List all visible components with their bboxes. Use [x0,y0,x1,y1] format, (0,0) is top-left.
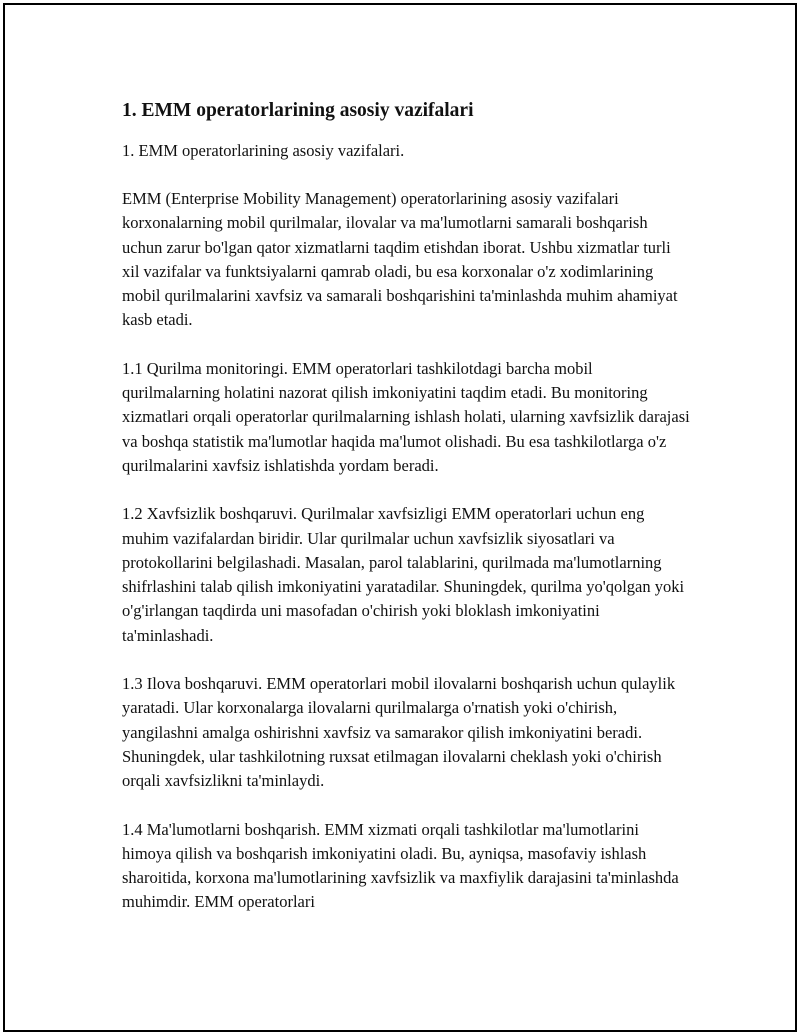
paragraph-device-monitoring: 1.1 Qurilma monitoringi. EMM operatorlari tashkilotdagi barcha mobil qurilmalarning holatini nazorat qilish imkoniyatini taqdim etadi. Bu monitoring xizmatlari orqali operatorlar qurilmalarning ishlash holati, ularning xavfsizlik darajasi va boshqa statistik ma'lumotlar haqida ma'lumot olishadi. Bu esa tashkilotlarga o'z qurilmalarini xavfsiz ishlatishda yordam beradi. [122,358,690,475]
document-title: 1. EMM operatorlarining asosiy vazifalari [122,100,474,121]
paragraph-intro: EMM (Enterprise Mobility Management) operatorlarining asosiy vazifalari korxonalarning mobil qurilmalar, ilovalar va ma'lumotlarni samarali boshqarish uchun zarur bo'lgan qator xizmatlarni taqdim etishdan iborat. Ushbu xizmatlar turli xil vazifalar va funktsiyalarni qamrab oladi, bu esa korxonalar o'z xodimlarining mobil qurilmalarini xavfsiz va samarali boshqarishini ta'minlashda muhim ahamiyat kasb etadi. [122,189,678,330]
document-body [122,95,692,915]
paragraph-security-management: 1.2 Xavfsizlik boshqaruvi. Qurilmalar xavfsizligi EMM operatorlari uchun eng muhim vazifalardan biridir. Ular qurilmalar uchun xavfsizlik siyosatlari va protokollarini belgilashadi. Masalan, parol talablarini, qurilmada ma'lumotlarning shifrlashini talab qilish imkoniyatini yaratadilar. Shuningdek, qurilma yo'qolgan yoki o'g'irlangan taqdirda uni masofadan o'chirish yoki bloklash imkoniyatini ta'minlashadi. [122,504,685,645]
page-frame [3,3,797,1032]
paragraph-data-management: 1.4 Ma'lumotlarni boshqarish. EMM xizmati orqali tashkilotlar ma'lumotlarini himoya qilish va boshqarish imkoniyatini oladi. Bu, ayniqsa, masofaviy ishlash sharoitida, korxona ma'lumotlarining xavfsizlik va maxfiylik darajasini ta'minlashda muhimdir. EMM operatorlari [122,819,679,912]
paragraph-app-management: 1.3 Ilova boshqaruvi. EMM operatorlari mobil ilovalarni boshqarish uchun qulaylik yaratadi. Ular korxonalarga ilovalarni qurilmalarga o'rnatish yoki o'chirish, yangilashni amalga oshirishni xavfsiz va samarakor qilish imkoniyatini beradi. Shuningdek, ular tashkilotning ruxsat etilmagan ilovalarni cheklash yoki o'chirish orqali xavfsizlikni ta'minlaydi. [122,674,676,791]
document-subtitle: 1. EMM operatorlarining asosiy vazifalari. [122,141,405,160]
